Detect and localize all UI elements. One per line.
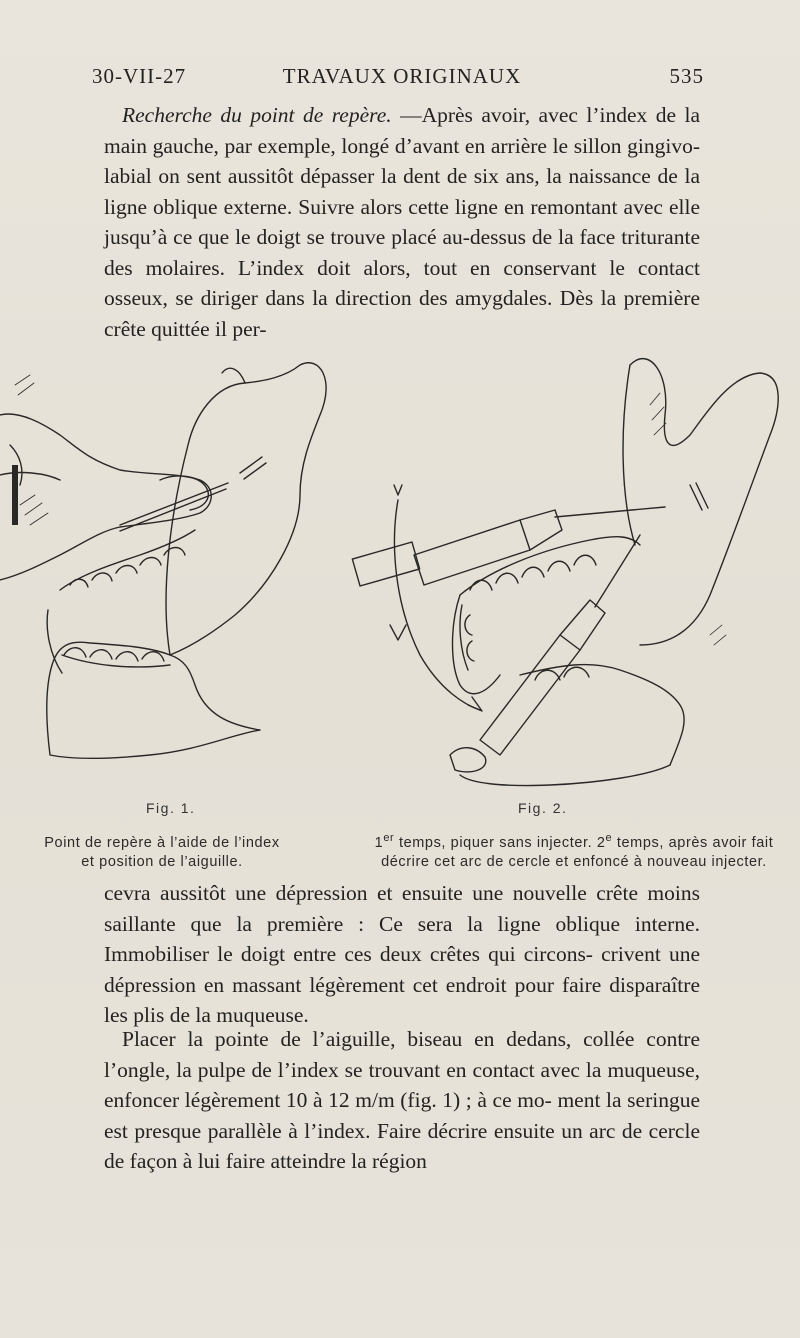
caption-text: temps, après avoir fait [612, 835, 774, 851]
text-line: interne. Immobiliser le doigt entre ces deux crêtes qui circons- [104, 911, 700, 966]
paragraph-2 [104, 878, 700, 1031]
text-line: l’ongle, la pulpe de l’index se trouvant en contact avec la [104, 1057, 602, 1082]
text-line: en remontant avec elle jusqu’à ce que le doigt se trouve placé [104, 194, 701, 249]
figure-1-caption [22, 834, 302, 872]
text-line: muqueuse, enfoncer légèrement 10 à 12 m/m (fig. 1) ; à ce mo- [104, 1057, 701, 1112]
paragraph-3-text [104, 1024, 700, 1177]
figure-1-illustration [0, 355, 345, 785]
text-line: ment la seringue est presque parallèle à l’index. Faire décrire [104, 1088, 700, 1143]
text-line: moins saillante que la première : Ce sera la ligne oblique [104, 881, 700, 936]
caption-sup: e [605, 832, 613, 845]
figure-1-label: Fig. 1. [146, 800, 196, 816]
text-line: gingivo-labial on sent aussitôt dépasser la dent de six ans, la [104, 133, 701, 188]
running-header [92, 64, 704, 98]
text-line: ensuite un arc de cercle de façon à lui faire atteindre la région [104, 1118, 700, 1173]
text-line: Placer la pointe de l’aiguille, biseau en dedans, collée contre [122, 1027, 700, 1051]
figure-2-illustration [350, 345, 790, 795]
text-line: direction des amygdales. Dès la première crête quittée il per- [104, 286, 700, 341]
figure-2-label: Fig. 2. [518, 800, 568, 816]
paragraph-3 [104, 1024, 700, 1177]
figure-2-caption-line [358, 834, 790, 853]
paragraph-1-text [104, 100, 700, 344]
figure-2-caption [358, 834, 790, 872]
paragraph-1 [104, 100, 700, 344]
caption-text: temps, piquer sans injecter. 2 [394, 835, 606, 851]
text-line: alors, tout en conservant le contact osseux, se diriger dans la [104, 255, 700, 310]
text-line: naissance de la ligne oblique externe. Suivre alors cette ligne [104, 164, 700, 219]
caption-num: 1 [374, 835, 384, 851]
text-line: faire disparaître les plis de la muqueuse. [104, 972, 700, 1027]
section-heading: Recherche du point de repère. [122, 103, 392, 127]
paragraph-2-text [104, 878, 700, 1031]
text-line: —Après avoir, avec l’index de [391, 103, 677, 127]
text-line: crivent une dépression en massant légèrement cet endroit pour [104, 942, 700, 997]
header-date: 30-VII-27 [92, 64, 187, 88]
figure-1-caption-line: et position de l’aiguille. [81, 854, 243, 870]
caption-sup: er [383, 832, 395, 845]
header-title: TRAVAUX ORIGINAUX [282, 64, 522, 88]
text-line: la main gauche, par exemple, longé d’avant en arrière le sillon [104, 103, 701, 158]
figure-1-caption-line: Point de repère à l’aide de l’index [44, 835, 280, 851]
text-line: au-dessus de la face triturante des molaires. L’index doit [104, 225, 700, 280]
page-number: 535 [669, 64, 704, 88]
figure-2-caption-line: décrire cet arc de cercle et enfoncé à nouveau injecter. [381, 854, 767, 870]
text-line: cevra aussitôt une dépression et ensuite une nouvelle crête [104, 881, 638, 905]
